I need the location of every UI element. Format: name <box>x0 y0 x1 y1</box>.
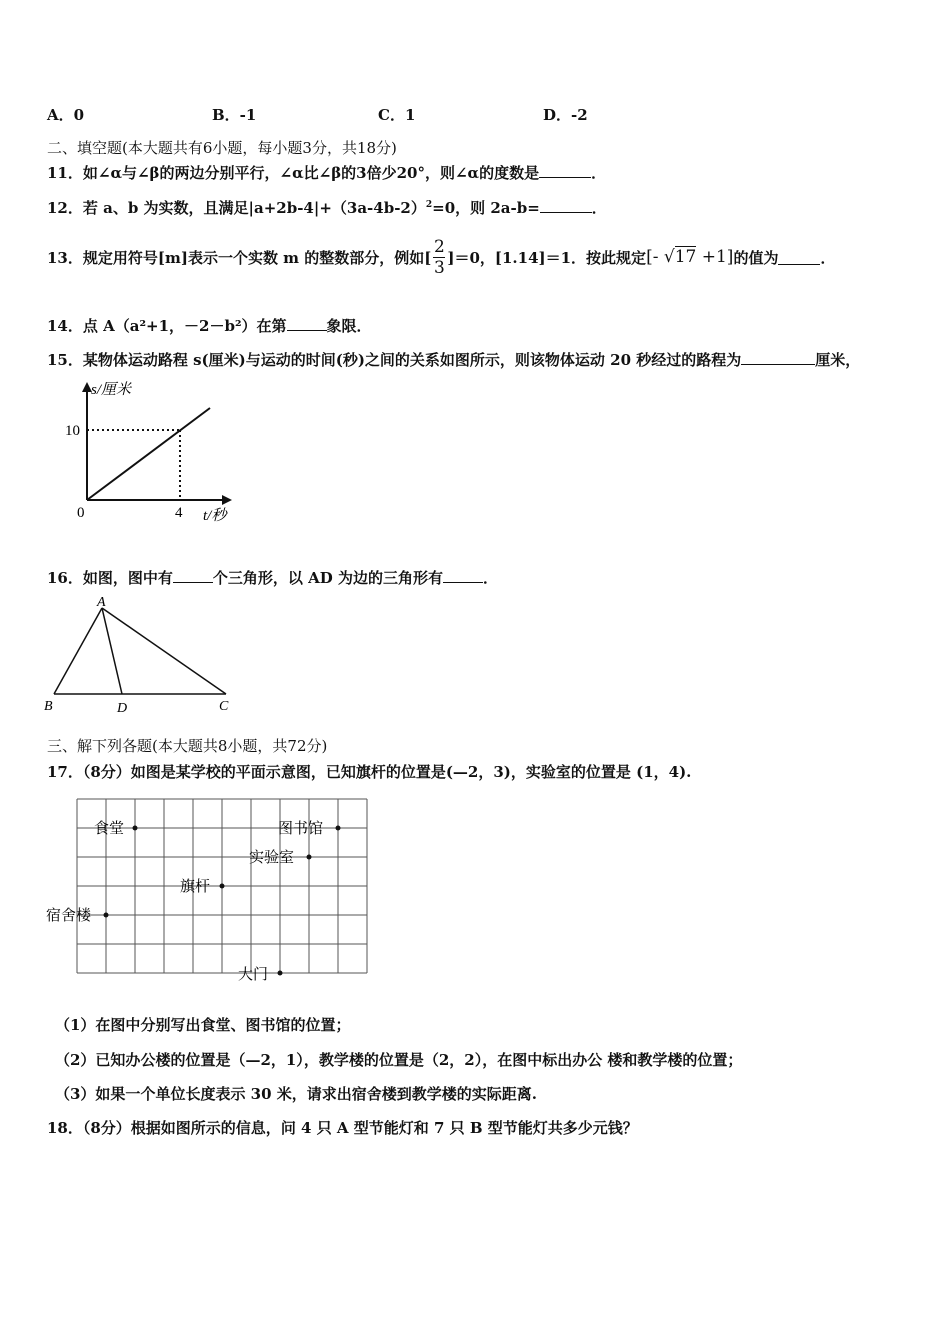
flagpole-point <box>220 884 225 889</box>
canteen-point <box>133 826 138 831</box>
question-17-part-1: （1）在图中分别写出食堂、图书馆的位置； <box>55 1016 351 1034</box>
question-17-part-3: （3）如果一个单位长度表示 30 米，请求出宿舍楼到教学楼的实际距离. <box>55 1085 537 1103</box>
question-14: 14．点 A（a²+1，－2－b²）在第 象限． <box>47 317 372 335</box>
fraction: $\frac{2}{3}$ <box>433 236 445 278</box>
point-d-label: D <box>117 701 128 716</box>
vertex-a-label: A <box>97 595 106 610</box>
lab-point <box>307 855 312 860</box>
question-18: 18．（8分）根据如图所示的信息，问 4 只 A 型节能灯和 7 只 B 型节能灯共多少元钱？ <box>47 1119 638 1137</box>
question-15: 15．某物体运动路程 s(厘米)与运动的时间(秒)之间的关系如图所示，则该物体运动 20 秒经过的路程为 厘米， <box>47 351 861 369</box>
question-13: 13．规定用符号[m]表示一个实数 m 的整数部分，例如[ $\frac{2}{3}$ ]＝0，[1.14]＝1．按此规定 [- √17 +1] 的值为 ． <box>47 236 836 278</box>
library-label: 图书馆 <box>278 821 324 837</box>
dorm-point <box>104 913 109 918</box>
question-11: 11．如∠α与∠β的两边分别平行，∠α比∠β的3倍少20°，则∠α的度数是 ． <box>47 164 607 182</box>
flagpole-label: 旗杆 <box>180 879 211 895</box>
sqrt-expression: [- √17 +1] <box>646 247 734 267</box>
y-axis-label: s/厘米 <box>91 382 132 398</box>
side-ab <box>54 608 102 694</box>
section-3-heading: 三、解下列各题(本大题共8小题，共72分) <box>47 737 328 755</box>
question-17: 17．（8分）如图是某学校的平面示意图，已知旗杆的位置是(—2，3)，实验室的位置是 (1，4). <box>47 763 692 781</box>
question-17-part-2: （2）已知办公楼的位置是（—2，1），教学楼的位置是（2，2），在图中标出办公 楼和教学楼的位置； <box>55 1051 743 1069</box>
option-a: A．0 <box>47 106 85 124</box>
side-ac <box>102 608 226 694</box>
y-tick-10: 10 <box>65 423 80 439</box>
question-16: 16．如图，图中有 个三角形，以 AD 为边的三角形有 ． <box>47 569 498 587</box>
segment-ad <box>102 608 122 694</box>
gate-label: 大门 <box>238 967 269 983</box>
library-point <box>336 826 341 831</box>
x-tick-4: 4 <box>175 505 183 521</box>
distance-line <box>87 408 210 500</box>
x-axis-arrow <box>222 495 232 505</box>
triangle-figure <box>40 594 250 719</box>
lab-label: 实验室 <box>249 850 295 866</box>
section-2-heading: 二、填空题(本大题共有6小题，每小题3分，共18分) <box>47 139 397 157</box>
option-b: B．-1 <box>212 106 257 124</box>
canteen-label: 食堂 <box>94 821 125 837</box>
question-12: 12．若 a、b 为实数，且满足$|a+2b-4|+(3a-4b-2)^2=0$，则 2a-b= ． <box>47 199 607 217</box>
option-d: D．-2 <box>543 106 588 124</box>
option-c: C．1 <box>378 106 416 124</box>
origin-label: 0 <box>77 505 85 521</box>
vertex-c-label: C <box>219 699 229 714</box>
x-axis-label: t/秒 <box>203 508 227 524</box>
vertex-b-label: B <box>44 699 53 714</box>
dorm-label: 宿舍楼 <box>46 908 92 924</box>
gate-point <box>278 971 283 976</box>
distance-time-graph <box>55 380 255 530</box>
school-map-grid <box>40 795 380 990</box>
